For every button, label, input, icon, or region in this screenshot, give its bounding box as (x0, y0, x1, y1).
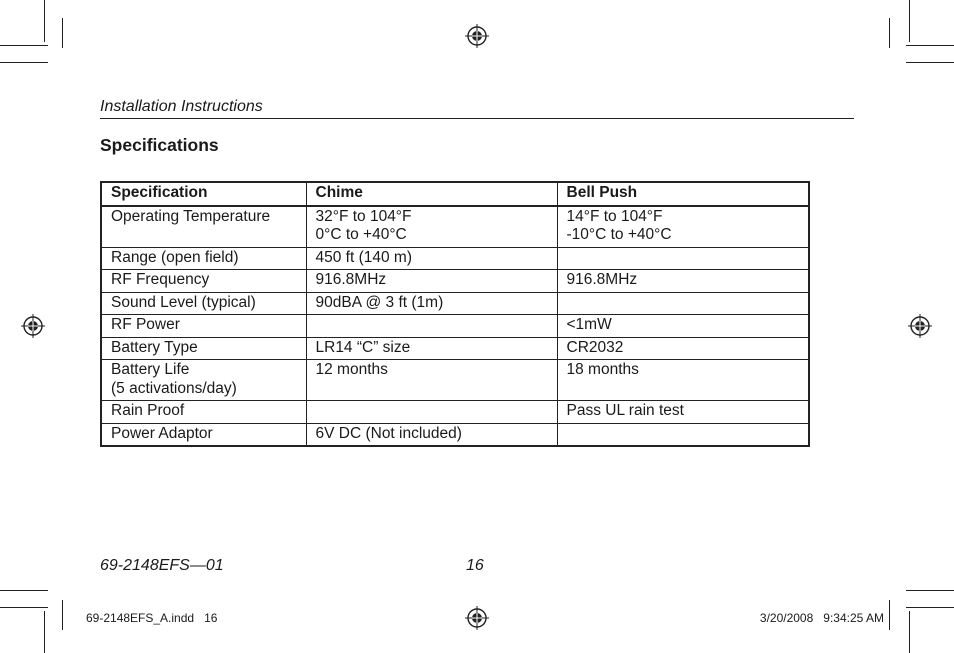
cell-text: 916.8MHz (315, 271, 387, 288)
crop-mark (0, 45, 48, 46)
registration-mark-icon (908, 314, 932, 338)
cell-specification (101, 401, 306, 424)
table-row (101, 315, 809, 338)
slug-file-name: 69-2148EFS_A.indd 16 (86, 611, 218, 625)
registration-mark-icon (465, 606, 489, 630)
cell-chime (306, 401, 557, 424)
table-row (101, 206, 809, 248)
cell-bell-push (557, 206, 809, 248)
registration-mark-icon (465, 24, 489, 48)
cell-specification (101, 337, 306, 360)
table-row (101, 337, 809, 360)
crop-mark (889, 18, 890, 48)
crop-mark (44, 611, 45, 653)
cell-bell-push (557, 360, 809, 401)
cell-text: 6V DC (Not included) (315, 424, 462, 442)
crop-mark (889, 600, 890, 630)
crop-mark (62, 600, 63, 630)
cell-bell-push (557, 423, 809, 446)
cell-specification (101, 270, 306, 293)
table-row (101, 292, 809, 315)
cell-text: Pass UL rain test (566, 402, 684, 419)
cell-text: LR14 “C” size (315, 338, 411, 356)
cell-text: Sound Level (typical) (111, 293, 256, 311)
cell-chime (306, 423, 557, 446)
page-number: 16 (466, 557, 484, 574)
cell-text: Battery Life (111, 361, 190, 378)
section-title: Specifications (100, 135, 219, 155)
table-body (101, 206, 809, 447)
crop-mark (44, 0, 45, 42)
cell-bell-push (557, 247, 809, 270)
cell-bell-push (557, 401, 809, 424)
cell-text: CR2032 (566, 338, 624, 356)
table-row (101, 423, 809, 446)
cell-text: Range (open field) (111, 248, 239, 266)
cell-specification (101, 247, 306, 270)
document-number: 69-2148EFS—01 (100, 557, 224, 574)
cell-specification (101, 292, 306, 315)
cell-chime (306, 292, 557, 315)
cell-bell-push (557, 337, 809, 360)
running-head: Installation Instructions (100, 98, 263, 115)
cell-chime (306, 337, 557, 360)
crop-mark (906, 62, 954, 63)
cell-text: Operating Temperature (111, 207, 271, 225)
cell-specification (101, 360, 306, 401)
cell-chime (306, 206, 557, 248)
crop-mark (0, 62, 48, 63)
column-header-specification: Specification (101, 182, 306, 206)
crop-mark (909, 0, 910, 42)
table-row (101, 360, 809, 401)
cell-bell-push (557, 292, 809, 315)
cell-text: 450 ft (140 m) (315, 248, 412, 266)
table-row (101, 247, 809, 270)
table-row (101, 270, 809, 293)
cell-text: 90dBA @ 3 ft (1m) (315, 293, 444, 311)
crop-mark (909, 611, 910, 653)
cell-text: 0°C to +40°C (315, 226, 407, 243)
cell-text: 14°F to 104°F (566, 207, 663, 225)
cell-chime (306, 270, 557, 293)
cell-text: <1mW (566, 316, 612, 333)
cell-text: 32°F to 104°F (315, 207, 412, 225)
cell-text: Rain Proof (111, 402, 185, 419)
cell-text: 18 months (566, 361, 639, 378)
crop-mark (0, 590, 48, 591)
cell-chime (306, 360, 557, 401)
crop-mark (62, 18, 63, 48)
cell-bell-push (557, 315, 809, 338)
cell-chime (306, 247, 557, 270)
cell-specification (101, 206, 306, 248)
crop-mark (906, 45, 954, 46)
cell-chime (306, 315, 557, 338)
column-header-chime: Chime (306, 182, 557, 206)
cell-text: Power Adaptor (111, 424, 213, 442)
cell-text: RF Frequency (111, 271, 210, 288)
cell-text: RF Power (111, 316, 180, 333)
slug-timestamp: 3/20/2008 9:34:25 AM (759, 611, 884, 625)
crop-mark (0, 607, 48, 608)
cell-bell-push (557, 270, 809, 293)
table-row (101, 401, 809, 424)
specifications-table (100, 181, 810, 447)
registration-mark-icon (21, 314, 45, 338)
crop-mark (906, 590, 954, 591)
table-header-row (101, 182, 809, 206)
column-header-bell-push: Bell Push (557, 182, 809, 206)
crop-mark (906, 607, 954, 608)
cell-text: Battery Type (111, 338, 198, 356)
cell-specification (101, 423, 306, 446)
cell-text: 12 months (315, 361, 388, 378)
cell-text: -10°C to +40°C (566, 226, 672, 243)
cell-specification (101, 315, 306, 338)
cell-text: (5 activations/day) (111, 379, 237, 397)
header-rule (100, 118, 854, 119)
cell-text: 916.8MHz (566, 271, 638, 288)
